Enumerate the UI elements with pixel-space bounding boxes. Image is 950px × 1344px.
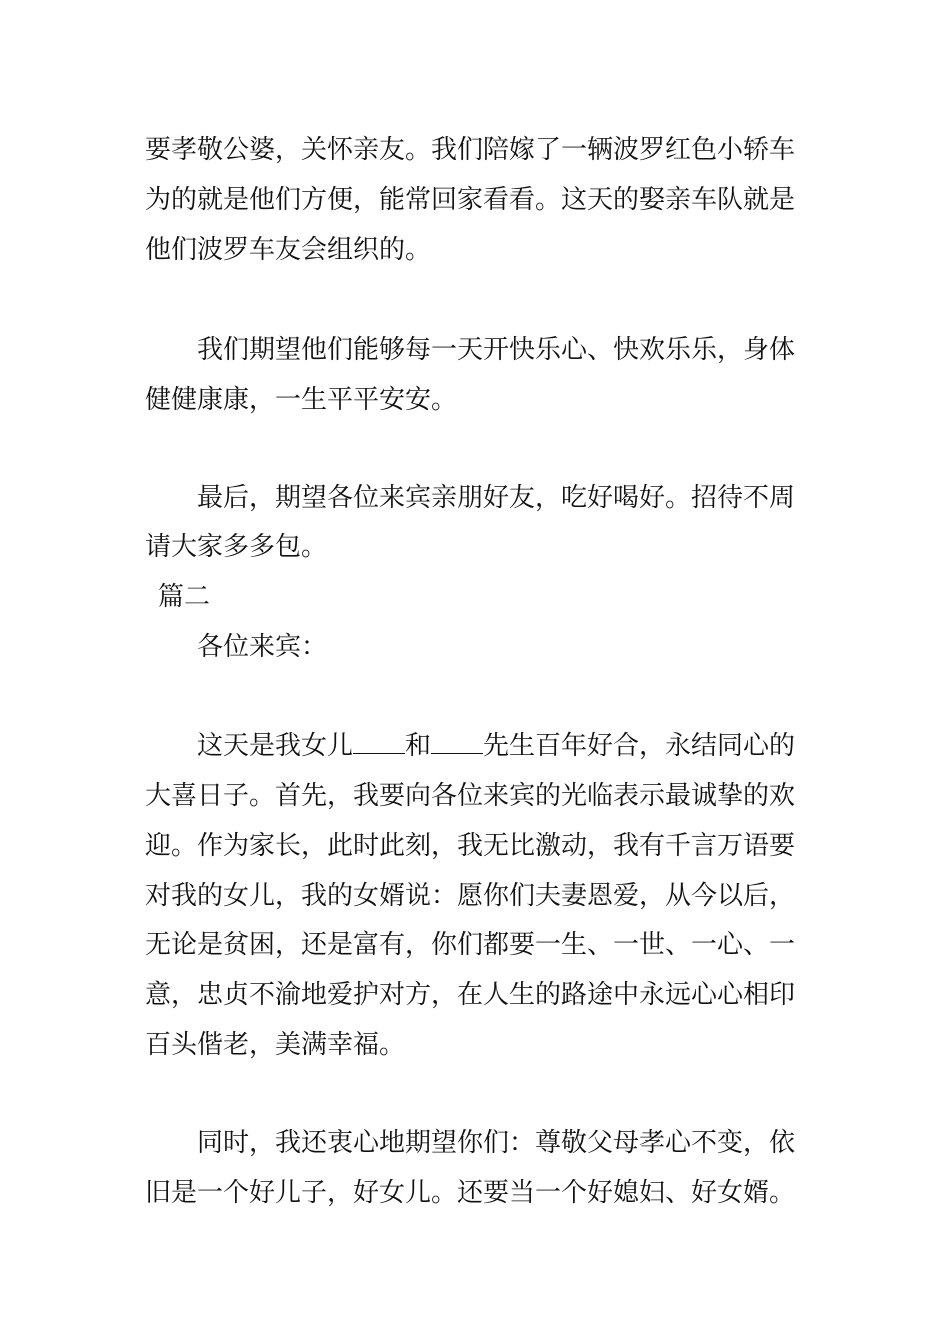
section-heading: 篇二 (158, 582, 211, 612)
paragraph-line (197, 729, 795, 763)
paragraph-line: 大喜日子。首先，我要向各位来宾的光临表示最诚挚的欢 (145, 781, 796, 811)
salutation: 各位来宾： (197, 632, 328, 662)
paragraph-line: 请大家多多包。 (145, 532, 328, 562)
paragraph-line: 百头偕老，美满幸福。 (145, 1030, 406, 1060)
text-segment: 和 (405, 731, 432, 761)
paragraph-line: 同时，我还衷心地期望你们：尊敬父母孝心不变，依 (197, 1128, 796, 1158)
paragraph-line: 为的就是他们方便，能常回家看看。这天的娶亲车队就是 (145, 185, 796, 215)
paragraph-line: 我们期望他们能够每一天开快乐心、快欢乐乐，身体 (197, 335, 796, 365)
paragraph-line: 健健康康，一生平平安安。 (145, 385, 458, 415)
paragraph-line: 意，忠贞不渝地爱护对方，在人生的路途中永远心心相印 (145, 980, 796, 1010)
fill-in-blank (353, 731, 405, 754)
fill-in-blank (431, 731, 483, 754)
text-segment: 先生百年好合，永结同心的 (483, 731, 796, 761)
paragraph-line: 他们波罗车友会组织的。 (145, 235, 432, 265)
paragraph-line: 最后，期望各位来宾亲朋好友，吃好喝好。招待不周 (197, 483, 796, 513)
paragraph-line: 要孝敬公婆，关怀亲友。我们陪嫁了一辆波罗红色小轿车 (145, 135, 796, 165)
paragraph-line: 无论是贫困，还是富有，你们都要一生、一世、一心、一 (145, 930, 796, 960)
paragraph-line: 旧是一个好儿子，好女儿。还要当一个好媳妇、好女婿。 (145, 1178, 796, 1208)
paragraph-line: 迎。作为家长，此时此刻，我无比激动，我有千言万语要 (145, 831, 796, 861)
text-segment: 这天是我女儿 (197, 731, 354, 761)
paragraph-line: 对我的女儿，我的女婿说：愿你们夫妻恩爱，从今以后， (145, 881, 796, 911)
